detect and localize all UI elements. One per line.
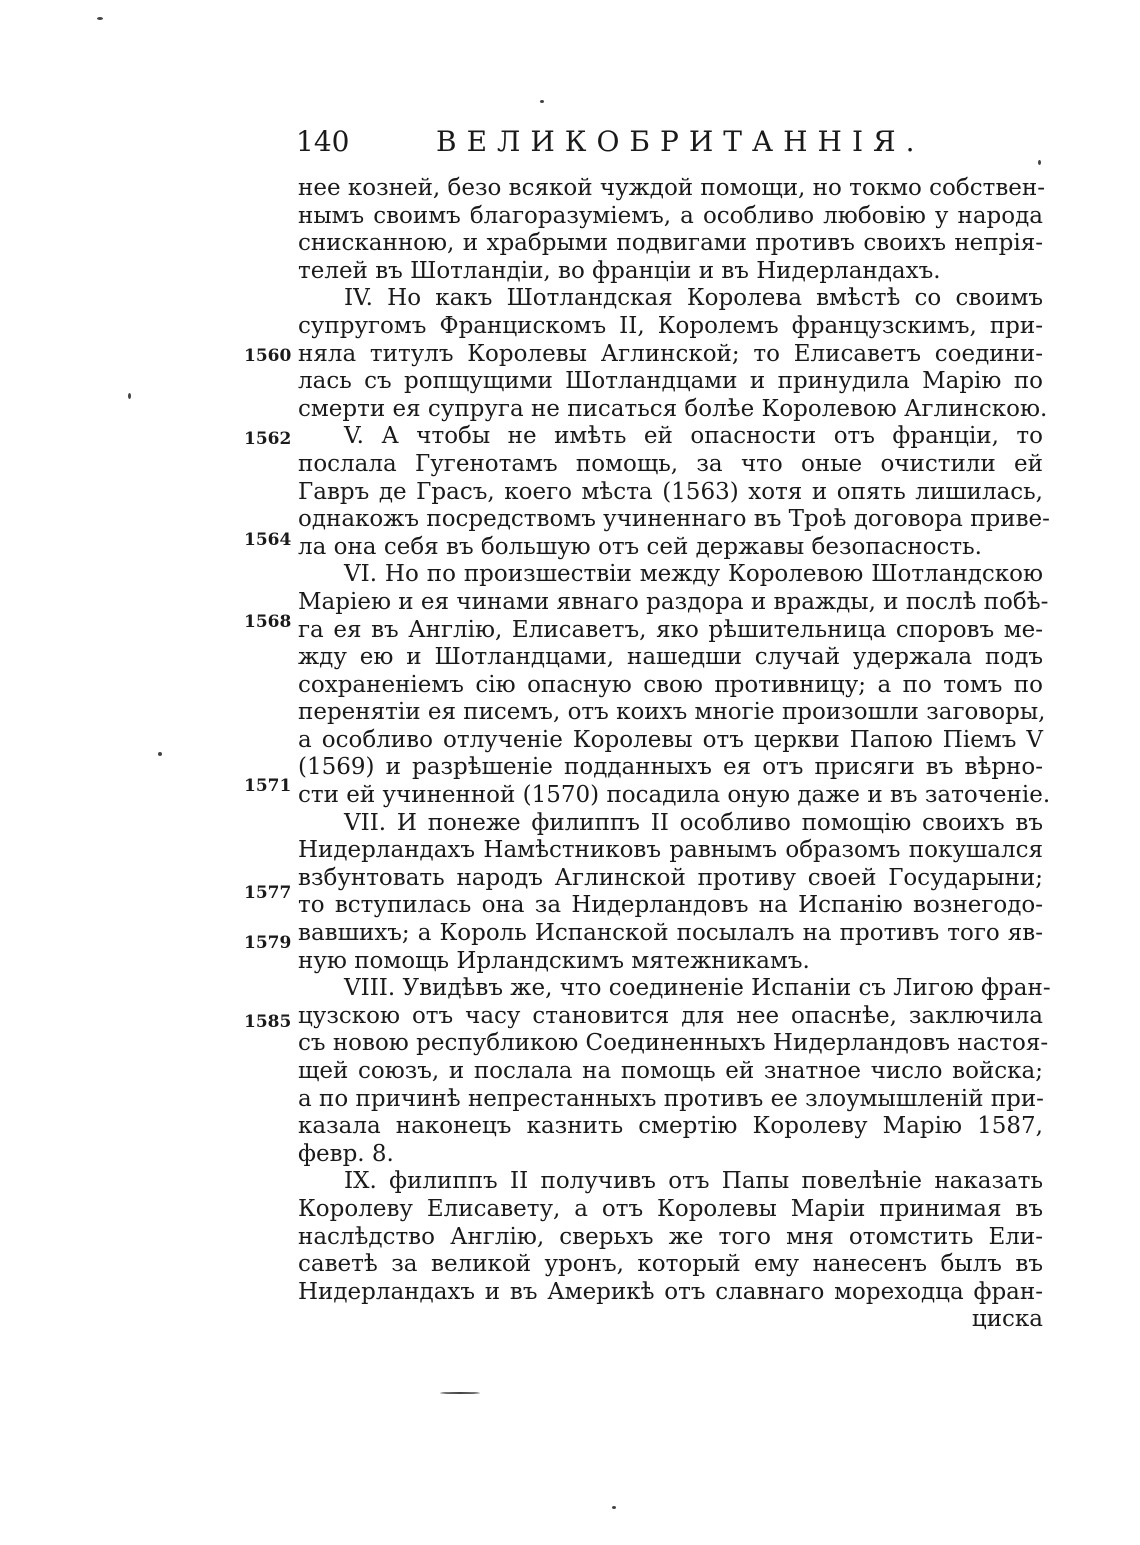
text-line-10: V. А чтобы не имѣть ей опасности отъ франціи, то bbox=[344, 423, 1043, 450]
text-line-7: няла титулъ Королевы Аглинской; то Елисаветъ соедини- bbox=[298, 340, 1043, 367]
margin-year: 1571 bbox=[244, 776, 292, 796]
paper-speck bbox=[128, 393, 131, 399]
text-line-1: нее козней, безо всякой чуждой помощи, но токмо собствен- bbox=[298, 175, 1046, 201]
page-number: 140 bbox=[296, 125, 350, 158]
text-line-37: IX. филиппъ II получивъ отъ Папы повелѣніе наказать bbox=[344, 1168, 1043, 1195]
margin-year: 1579 bbox=[244, 933, 292, 953]
text-line-26: взбунтовать народъ Аглинской противу своей Государыни; bbox=[298, 864, 1043, 891]
text-line-32: съ новою республикою Соединенныхъ Нидерландовъ настоя- bbox=[298, 1030, 1049, 1057]
text-line-13: однакожъ посредствомъ учиненнаго въ Троѣ договора приве- bbox=[298, 506, 1050, 533]
text-line-41: Нидерландахъ и въ Америкѣ отъ славнаго мореходца фран- bbox=[298, 1278, 1043, 1305]
text-line-5: IV. Но какъ Шотландская Королева вмѣстѣ со своимъ bbox=[344, 285, 1043, 312]
text-line-17: га ея въ Англію, Елисаветъ, яко рѣшительница споровъ ме- bbox=[298, 616, 1043, 643]
text-line-15: VI. Но по произшествіи между Королевою Шотландскою bbox=[344, 561, 1043, 588]
text-line-40: саветѣ за великой уронъ, который ему нанесенъ былъ въ bbox=[298, 1251, 1043, 1278]
paper-speck bbox=[612, 1506, 616, 1509]
text-line-34: а по причинѣ непрестанныхъ противъ ее злоумышленій при- bbox=[298, 1085, 1044, 1112]
page-header bbox=[296, 122, 1056, 162]
margin-year: 1560 bbox=[244, 346, 292, 366]
text-line-14: ла она себя въ большую отъ сей державы безопасность. bbox=[298, 533, 982, 560]
text-line-4: телей въ Шотландіи, во франціи и въ Нидерландахъ. bbox=[298, 257, 941, 284]
text-line-31: цузскою отъ часу становится для нее опаснѣе, заключила bbox=[298, 1002, 1043, 1029]
text-line-12: Гавръ де Грасъ, коего мѣста (1563) хотя и опять лишилась, bbox=[298, 478, 1043, 505]
paper-speck bbox=[158, 752, 162, 756]
text-line-35: казала наконецъ казнить смертію Королеву Марію 1587, bbox=[298, 1113, 1043, 1140]
text-line-2: нымъ своимъ благоразуміемъ, а особливо любовію у народа bbox=[298, 202, 1043, 229]
text-line-24: VII. И понеже филиппъ II особливо помощію своихъ въ bbox=[344, 809, 1043, 836]
text-line-6: супругомъ Францискомъ II, Королемъ французскимъ, при- bbox=[298, 312, 1043, 339]
text-line-38: Королеву Елисавету, а отъ Королевы Маріи принимая въ bbox=[298, 1195, 1043, 1222]
text-line-23: сти ей учиненной (1570) посадила оную даже и въ заточеніе. bbox=[298, 782, 1051, 809]
running-title: ВЕЛИКОБРИТАННІЯ. bbox=[436, 125, 925, 158]
paper-speck bbox=[1038, 160, 1041, 165]
text-line-20: перенятіи ея писемъ, отъ коихъ многіе произошли заговоры, bbox=[298, 699, 1046, 726]
text-line-36: февр. 8. bbox=[298, 1140, 394, 1167]
paper-speck bbox=[97, 17, 103, 20]
paper-speck bbox=[440, 1392, 480, 1394]
margin-year: 1564 bbox=[244, 530, 292, 550]
text-line-25: Нидерландахъ Намѣстниковъ равнымъ образомъ покушался bbox=[298, 837, 1043, 864]
text-line-39: наслѣдство Англію, сверьхъ же того мня отомстить Ели- bbox=[298, 1223, 1043, 1250]
text-line-9: смерти ея супруга не писаться болѣе Королевою Аглинскою. bbox=[298, 395, 1048, 422]
text-line-19: сохраненіемъ сію опасную свою противницу; а по томъ по bbox=[298, 671, 1043, 698]
margin-year: 1577 bbox=[244, 883, 292, 903]
text-line-22: (1569) и разрѣшеніе подданныхъ ея отъ присяги въ вѣрно- bbox=[298, 754, 1043, 781]
catchword: циска bbox=[971, 1306, 1043, 1333]
paper-speck bbox=[540, 100, 544, 103]
text-line-8: лась съ ропщущими Шотландцами и принудила Марію по bbox=[298, 368, 1043, 395]
margin-year: 1585 bbox=[244, 1012, 292, 1032]
text-line-30: VIII. Увидѣвъ же, что соединеніе Испаніи съ Лигою фран- bbox=[344, 975, 1051, 1002]
text-line-11: послала Гугенотамъ помощь, за что оные очистили ей bbox=[298, 450, 1043, 477]
text-line-27: то вступилась она за Нидерландовъ на Испанію вознегодо- bbox=[298, 892, 1043, 919]
text-line-3: снисканною, и храбрыми подвигами противъ своихъ непрія- bbox=[298, 230, 1043, 257]
text-line-33: щей союзъ, и послала на помощь ей знатное число войска; bbox=[298, 1058, 1043, 1084]
text-line-28: вавшихъ; а Король Испанской посылалъ на противъ того яв- bbox=[298, 920, 1043, 947]
text-line-18: жду ею и Шотландцами, нашедши случай удержала подъ bbox=[298, 644, 1043, 671]
text-line-29: ную помощь Ирландскимъ мятежникамъ. bbox=[298, 947, 810, 974]
text-line-21: а особливо отлученіе Королевы отъ церкви Папою Піемъ V bbox=[298, 726, 1043, 753]
margin-year: 1568 bbox=[244, 612, 292, 632]
body-text bbox=[298, 175, 1051, 1334]
text-line-16: Маріею и ея чинами явнаго раздора и вражды, и послѣ побѣ- bbox=[298, 588, 1049, 615]
margin-year: 1562 bbox=[244, 429, 292, 449]
